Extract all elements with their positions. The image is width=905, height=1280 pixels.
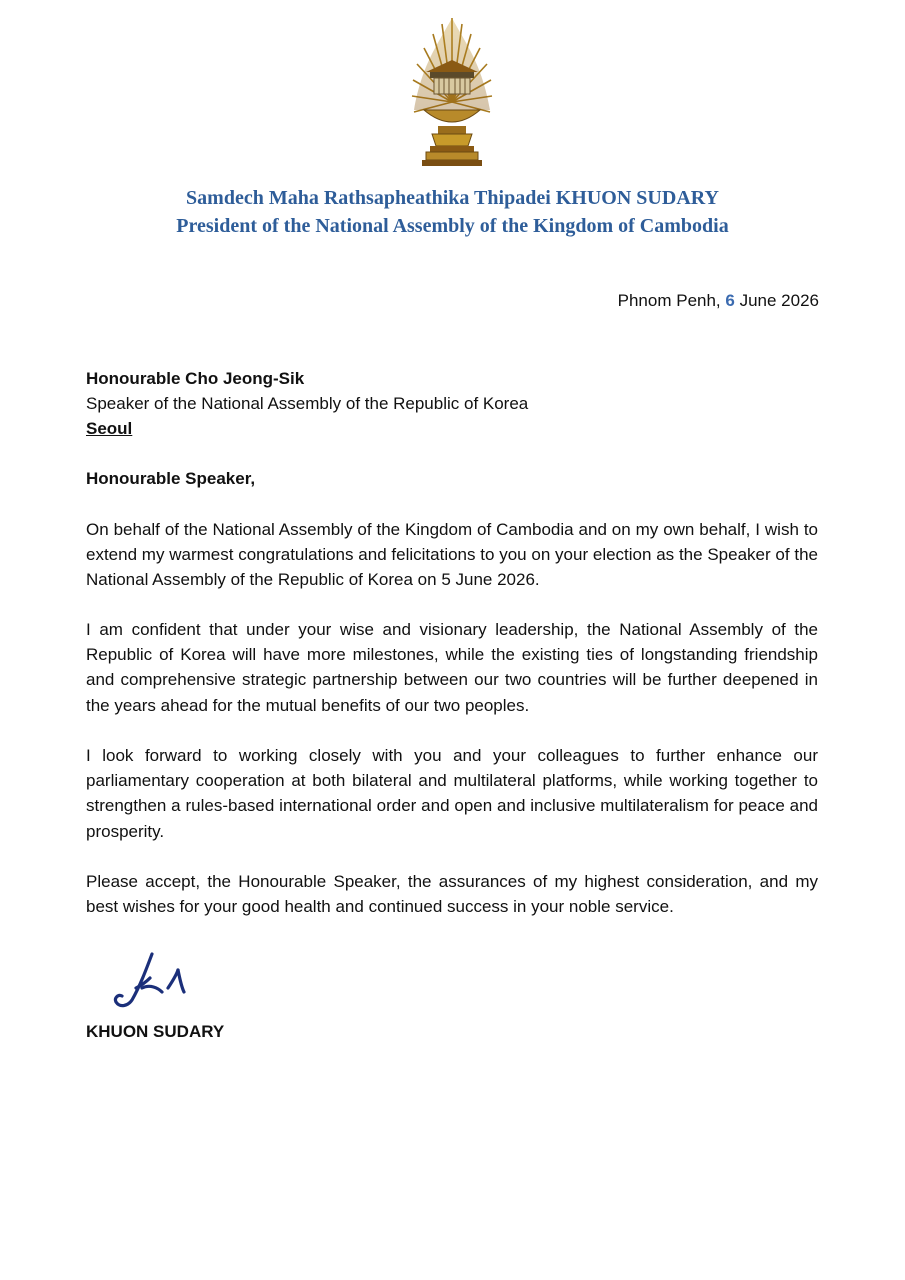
addressee-title: Speaker of the National Assembly of the Republic of Korea xyxy=(86,394,529,413)
handwritten-signature-icon xyxy=(106,948,190,1012)
dateline-place: Phnom Penh, xyxy=(617,291,721,310)
paragraph-closing: Please accept, the Honourable Speaker, the assurances of my highest consideration, and my best wishes for your good health and continued success in your noble service. xyxy=(86,872,818,917)
dateline-month-year: June 2026 xyxy=(739,291,819,310)
paragraph-cooperation: I look forward to working closely with you and your colleagues to further enhance our parliamentary cooperation at both bilateral and multilateral platforms, while working together to strengthen a rules-based international order and open and inclusive multilateralism for peace and prosperity. xyxy=(86,746,818,841)
salutation: Honourable Speaker, xyxy=(86,469,256,488)
letterhead-title: President of the National Assembly of the Kingdom of Cambodia xyxy=(176,215,729,237)
signer-name: KHUON SUDARY xyxy=(86,1022,225,1041)
paragraph-congratulations: On behalf of the National Assembly of the Kingdom of Cambodia and on my own behalf, I wish to extend my warmest congratulations and felicitations to you on your election as the Speaker of the National Assembly of the Republic of Korea on 5 June 2026. xyxy=(86,520,818,590)
addressee-city: Seoul xyxy=(86,419,133,438)
dateline-day: 6 xyxy=(725,291,735,310)
addressee-name: Honourable Cho Jeong-Sik xyxy=(86,369,305,388)
national-assembly-emblem-icon xyxy=(408,14,496,170)
dateline xyxy=(618,290,819,312)
letterhead-name: Samdech Maha Rathsapheathika Thipadei KHUON SUDARY xyxy=(186,187,719,209)
paragraph-confidence: I am confident that under your wise and visionary leadership, the National Assembly of the Republic of Korea will have more milestones, while the existing ties of longstanding friendship and comprehensive strategic partnership between our two countries will be further deepened in the years ahead for the mutual benefits of our two peoples. xyxy=(86,620,818,715)
